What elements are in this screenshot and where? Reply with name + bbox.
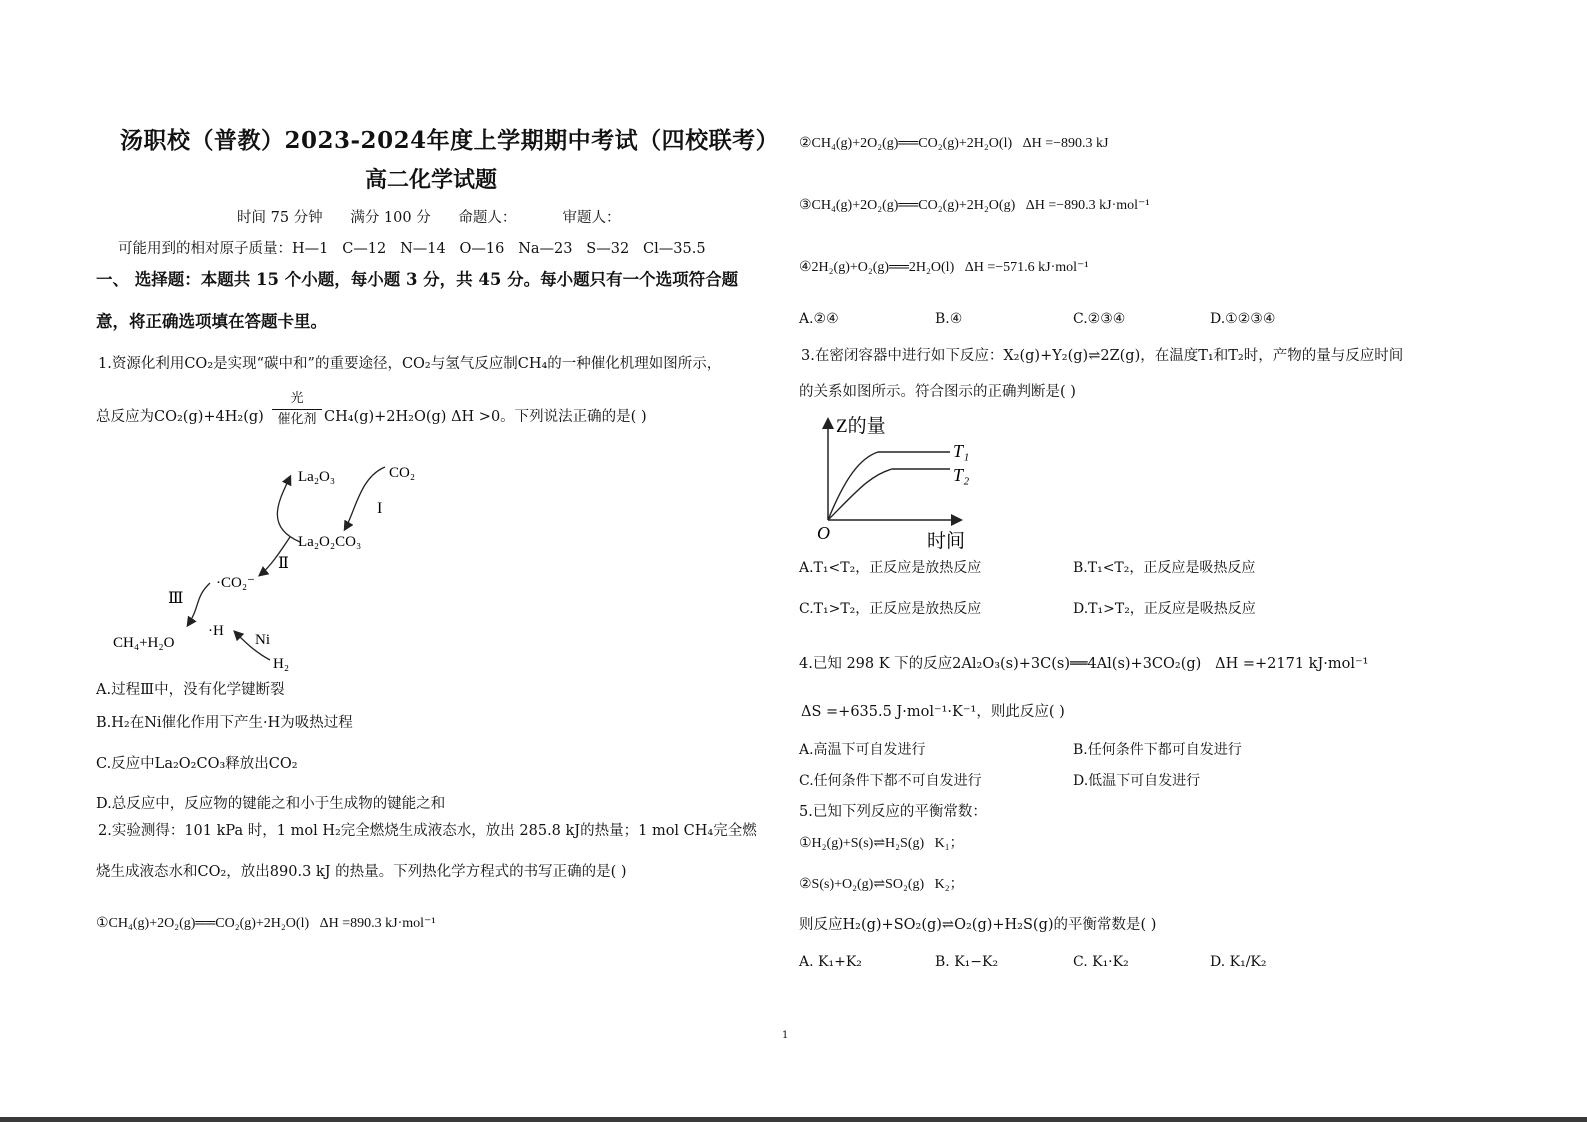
q1-stem-right: CH₄(g)+2H₂O(g) ΔH >0。下列说法正确的是( ): [324, 409, 647, 425]
q3-y-label: Z的量: [836, 416, 886, 437]
q5-stem: 5.已知下列反应的平衡常数：: [799, 804, 987, 820]
q2-option-b: B.④: [935, 311, 963, 327]
label-products: CH₄+H₂O: [113, 635, 175, 651]
label-co2-in: CO₂: [389, 465, 416, 481]
q3-curve-t2: [828, 469, 950, 520]
q3-curve-t1: [828, 452, 950, 520]
label-h-radical: ·H: [208, 623, 224, 639]
q1-stem-line1: 1.资源化利用CO₂是实现“碳中和”的重要途径，CO₂与氢气反应制CH₄的一种催化机理如图所示，: [98, 356, 722, 372]
q1-option-b: B.H₂在Ni催化作用下产生·H为吸热过程: [96, 715, 353, 731]
q1-stem-left: 总反应为CO₂(g)+4H₂(g): [96, 409, 264, 425]
exam-title: 汤职校（普教）2023-2024年度上学期期中考试（四校联考）: [120, 127, 780, 154]
arrow-co2-to-la2o2co3: [345, 467, 385, 529]
q1-condition: [272, 391, 322, 428]
q5-reaction-2: ②S(s)+O₂(g)⇌SO₂(g) K₂；: [799, 877, 964, 892]
section-heading-line1: 一、 选择题：本题共 15 个小题，每小题 3 分，共 45 分。每小题只有一个选项符合题: [96, 270, 739, 289]
q5-option-d: D. K₁/K₂: [1210, 954, 1267, 970]
q2-equation-3: ③CH₄(g)+2O₂(g)══CO₂(g)+2H₂O(g) ΔH =−890.3 kJ·mol⁻¹: [799, 198, 1150, 213]
arrow-la2o2co3-to-la2o3: [277, 477, 300, 542]
q3-x-label: 时间: [927, 531, 966, 552]
q5-option-b: B. K₁−K₂: [935, 954, 999, 970]
q5-reaction-1: ①H₂(g)+S(s)⇌H₂S(g) K₁；: [799, 836, 964, 851]
q4-option-b: B.任何条件下都可自发进行: [1073, 742, 1242, 758]
label-la2o2co3: La₂O₂CO₃: [298, 534, 362, 550]
q1-condition-over: 光: [290, 391, 304, 406]
label-step-3: Ⅲ: [168, 590, 184, 607]
q3-stem-line1: 3.在密闭容器中进行如下反应：X₂(g)+Y₂(g)⇌2Z(g)，在温度T₁和T₂时，产物的量与反应时间: [801, 348, 1404, 364]
arrow-to-products: [188, 583, 210, 625]
q1-option-a: A.过程Ⅲ中，没有化学键断裂: [96, 682, 285, 698]
q3-stem-line2: 的关系如图所示。符合图示的正确判断是( ): [799, 384, 1076, 400]
q4-option-a: A.高温下可自发进行: [799, 742, 926, 758]
exam-info: 时间 75 分钟 满分 100 分 命题人： 审题人：: [237, 210, 621, 226]
q5-option-c: C. K₁·K₂: [1073, 954, 1129, 970]
q2-equation-4: ④2H₂(g)+O₂(g)══2H₂O(l) ΔH =−571.6 kJ·mol⁻¹: [799, 260, 1089, 275]
label-co2-radical: ·CO₂⁻: [216, 575, 255, 591]
exam-subtitle: 高二化学试题: [365, 167, 498, 193]
q2-equation-2: ②CH₄(g)+2O₂(g)══CO₂(g)+2H₂O(l) ΔH =−890.3 kJ: [799, 136, 1109, 151]
q5-option-a: A. K₁+K₂: [799, 954, 862, 970]
q3-option-d: D.T₁>T₂，正反应是吸热反应: [1073, 601, 1256, 617]
q1-mechanism-diagram: [110, 457, 430, 672]
q3-origin-label: O: [817, 523, 830, 543]
page-bottom-border: [0, 1117, 1587, 1122]
label-ni: Ni: [255, 632, 270, 648]
q2-option-d: D.①②③④: [1210, 311, 1276, 327]
q3-graph: [810, 408, 1010, 553]
page-number: 1: [782, 1030, 789, 1041]
q1-condition-bar: [272, 409, 322, 410]
q4-option-c: C.任何条件下都不可自发进行: [799, 773, 982, 789]
q4-option-d: D.低温下可自发进行: [1073, 773, 1201, 789]
q4-stem-line2: ΔS =+635.5 J·mol⁻¹·K⁻¹，则此反应( ): [801, 704, 1065, 720]
q2-stem-line1: 2.实验测得：101 kPa 时，1 mol H₂完全燃烧生成液态水，放出 285.8 kJ的热量；1 mol CH₄完全燃: [98, 823, 757, 839]
q2-equation-1: ①CH₄(g)+2O₂(g)══CO₂(g)+2H₂O(l) ΔH =890.3 kJ·mol⁻¹: [96, 916, 436, 931]
section-heading-line2: 意，将正确选项填在答题卡里。: [96, 312, 327, 331]
q1-option-d: D.总反应中，反应物的键能之和小于生成物的键能之和: [96, 796, 446, 812]
q2-option-a: A.②④: [799, 311, 839, 327]
q5-question: 则反应H₂(g)+SO₂(g)⇌O₂(g)+H₂S(g)的平衡常数是( ): [799, 917, 1157, 933]
q3-t2-label: T₂: [953, 465, 970, 485]
label-la2o3: La₂O₃: [298, 469, 336, 485]
q1-condition-under: 催化剂: [277, 412, 317, 427]
q4-stem-line1: 4.已知 298 K 下的反应2Al₂O₃(s)+3C(s)══4Al(s)+3CO₂(g) ΔH =+2171 kJ·mol⁻¹: [799, 656, 1369, 672]
label-h2: H₂: [273, 656, 290, 672]
label-step-1: I: [377, 500, 383, 517]
q3-option-b: B.T₁<T₂，正反应是吸热反应: [1073, 560, 1256, 576]
label-step-2: Ⅱ: [278, 555, 289, 572]
q3-option-a: A.T₁<T₂，正反应是放热反应: [799, 560, 982, 576]
q2-option-c: C.②③④: [1073, 311, 1126, 327]
atomic-masses: 可能用到的相对原子质量：H—1 C—12 N—14 O—16 Na—23 S—32 Cl—35.5: [118, 241, 706, 257]
q3-t1-label: T₁: [953, 441, 970, 461]
q2-stem-line2: 烧生成液态水和CO₂，放出890.3 kJ 的热量。下列热化学方程式的书写正确的是( ): [96, 864, 627, 880]
q3-option-c: C.T₁>T₂，正反应是放热反应: [799, 601, 982, 617]
q1-option-c: C.反应中La₂O₂CO₃释放出CO₂: [96, 756, 298, 772]
